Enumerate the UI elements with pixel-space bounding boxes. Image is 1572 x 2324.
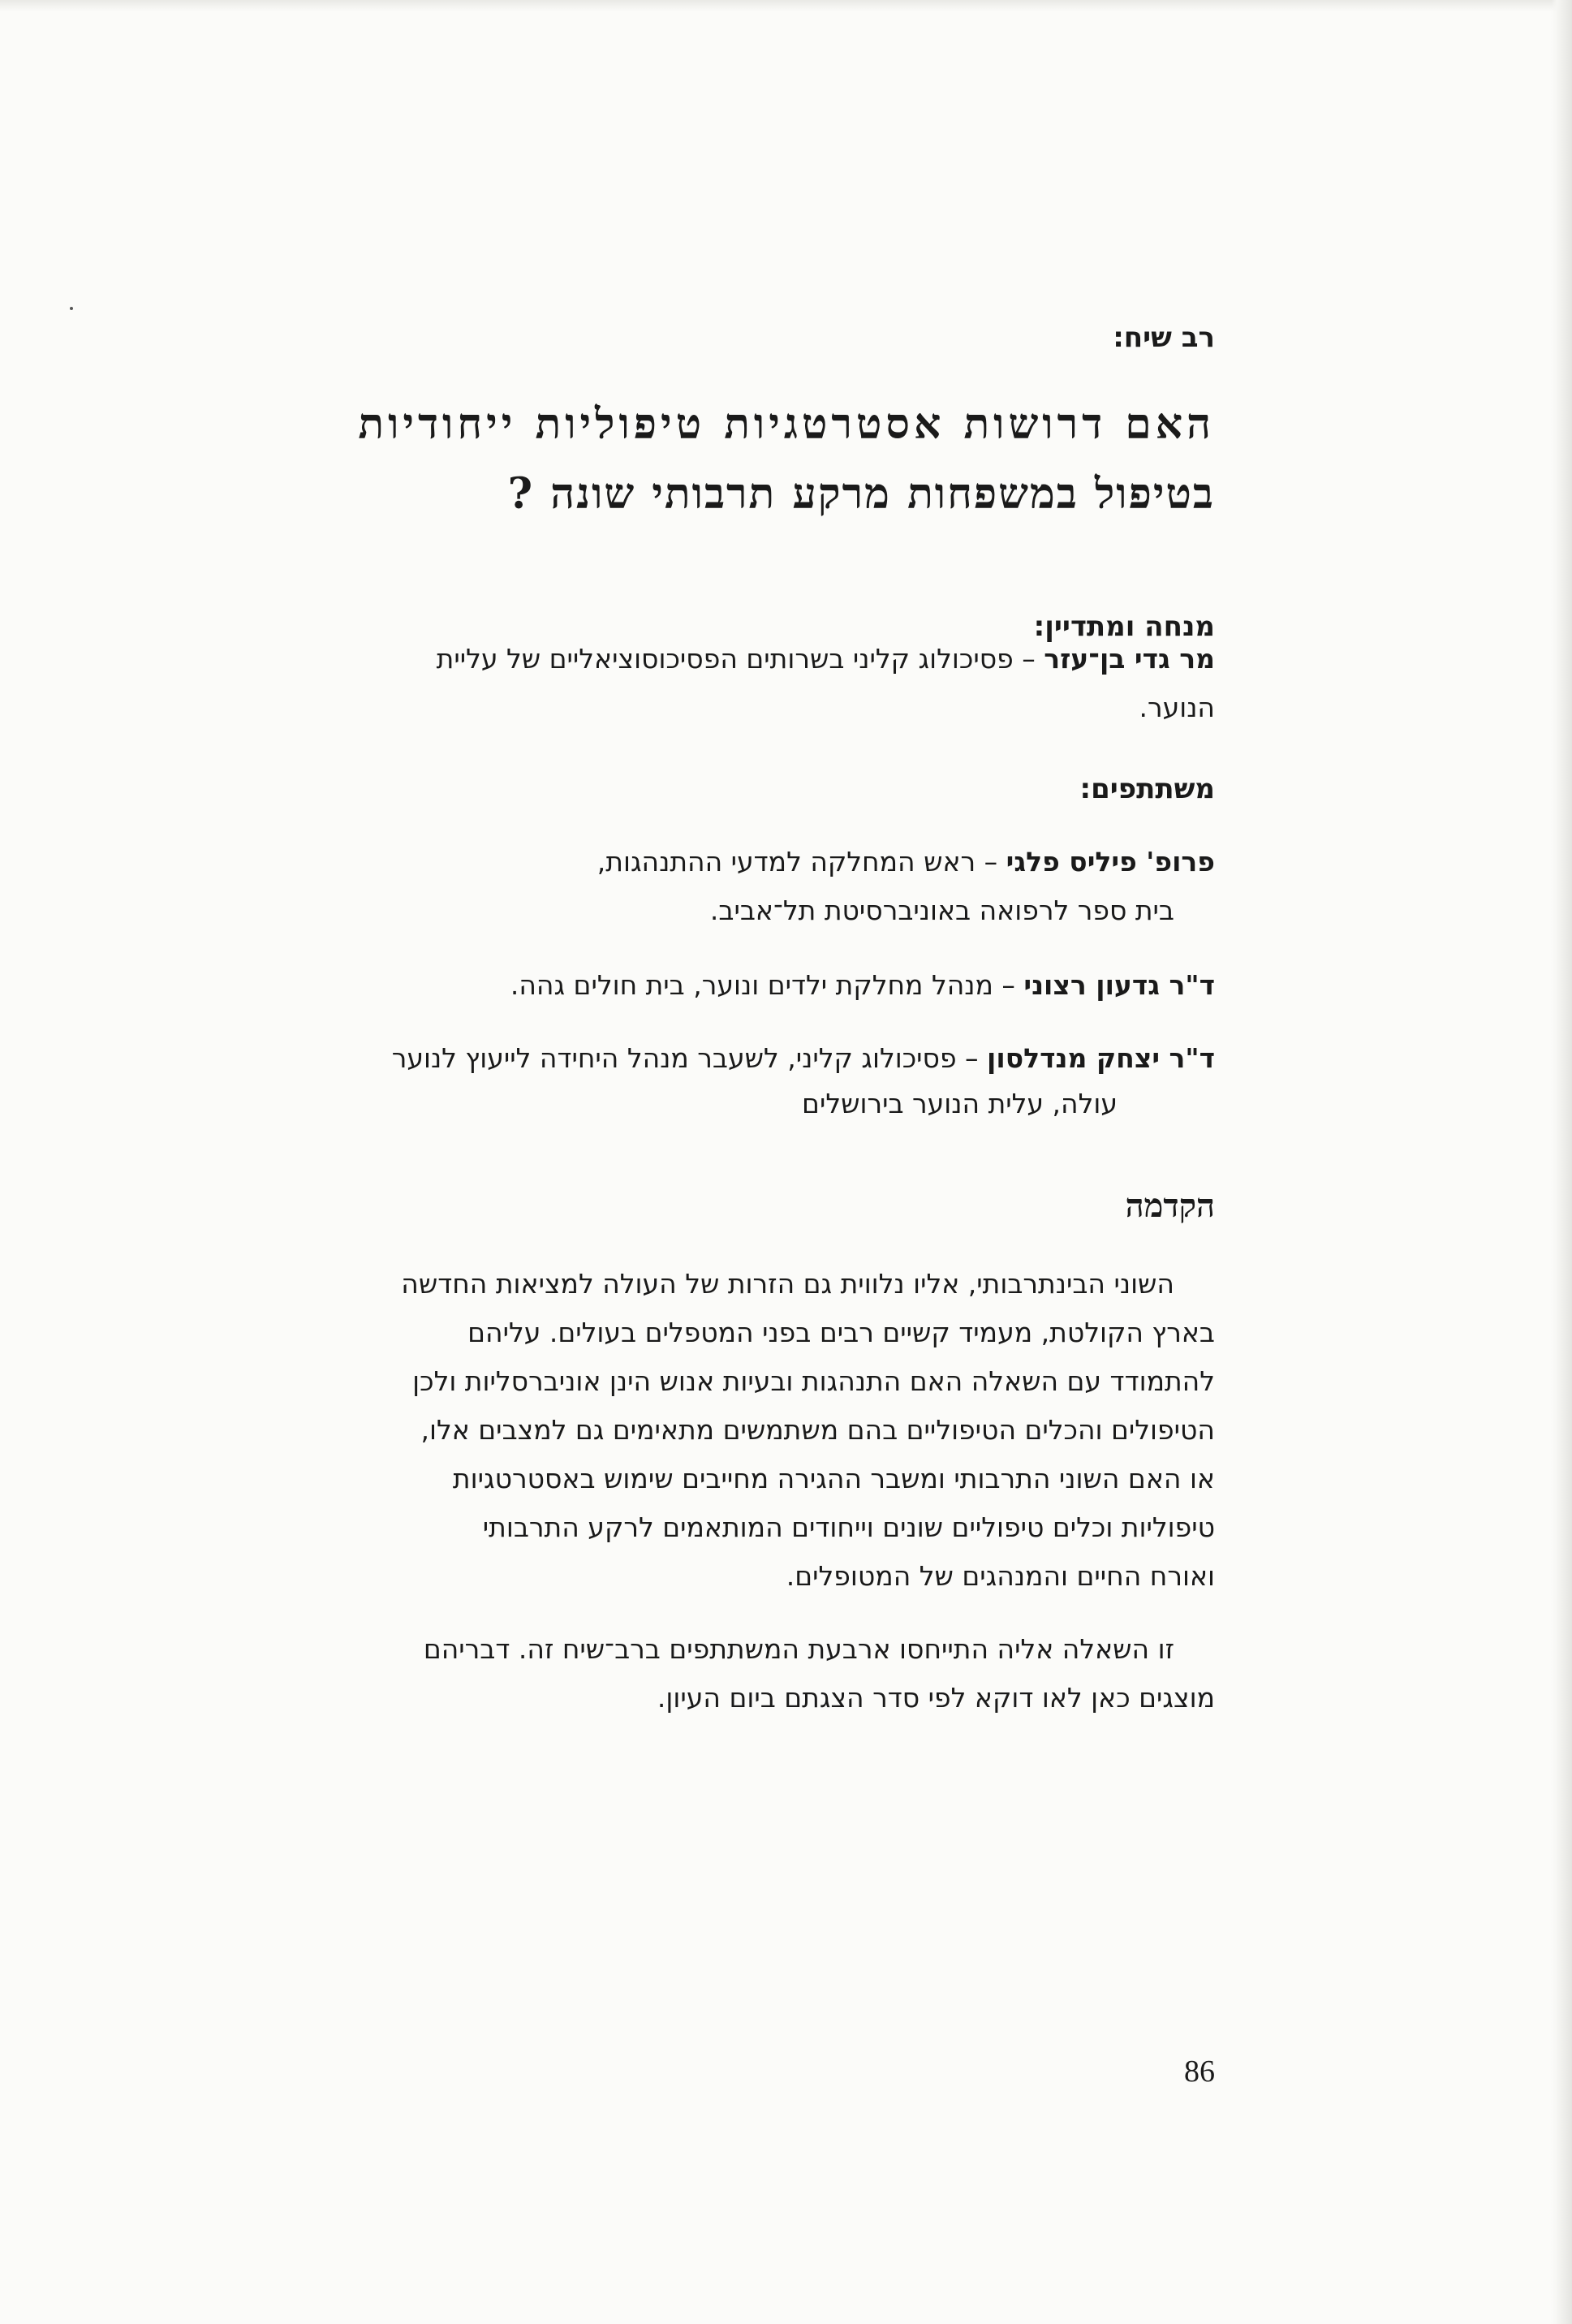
participant-1-name: פרופ' פיליס פלגי [1006, 846, 1215, 877]
intro-p2-line-1: זו השאלה אליה התייחסו ארבעת המשתתפים ברב־שיח זה. דבריהם [423, 1633, 1174, 1665]
moderator-line-2: הנוער. [1139, 692, 1215, 723]
participant-1-line-1 [597, 846, 1215, 877]
participant-2-desc: – מנהל מחלקת ילדים ונוער, בית חולים גהה. [510, 969, 1024, 1001]
session-label: רב שיח: [1113, 321, 1215, 354]
intro-heading: הקדמה [1125, 1187, 1215, 1225]
participant-3-name: ד"ר יצחק מנדלסון [987, 1042, 1215, 1074]
moderator-label: מנחה ומתדיין: [1033, 610, 1215, 643]
participant-3-desc: – פסיכולוג קליני, לשעבר מנהל היחידה לייעוץ לנוער [391, 1042, 988, 1074]
participant-2-name: ד"ר גדעון רצוני [1023, 969, 1215, 1001]
intro-p1-line-1: השוני הבינתרבותי, אליו נלווית גם הזרות של העולה למציאות החדשה [401, 1268, 1174, 1300]
moderator-line-1 [437, 643, 1215, 675]
intro-p1-line-3: להתמודד עם השאלה האם התנהגות ובעיות אנוש הינן אוניברסליות ולכן [412, 1365, 1215, 1397]
participant-2-line-1 [510, 969, 1215, 1001]
participant-1-line-2: בית ספר לרפואה באוניברסיטת תל־אביב. [709, 895, 1174, 926]
participants-label: משתתפים: [1079, 773, 1215, 805]
intro-p2-line-2: מוצגים כאן לאו דוקא לפי סדר הצגתם ביום העיון. [657, 1682, 1215, 1714]
intro-p1-line-5: או האם השוני התרבותי ומשבר ההגירה מחייבים שימוש באסטרטגיות [452, 1463, 1215, 1494]
intro-p1-line-2: בארץ הקולטת, מעמיד קשיים רבים בפני המטפלים בעולים. עליהם [467, 1317, 1215, 1348]
title-line-2: בטיפול במשפחות מרקע תרבותי שונה ? [507, 469, 1215, 519]
intro-p1-line-7: ואורח החיים והמנהגים של המטופלים. [786, 1560, 1215, 1592]
title-line-1: האם דרושות אסטרטגיות טיפוליות ייחודיות [358, 399, 1215, 449]
moderator-name: מר גדי בן־עזר [1044, 643, 1215, 675]
participant-1-desc: – ראש המחלקה למדעי ההתנהגות, [596, 846, 1006, 877]
intro-p1-line-4: הטיפולים והכלים הטיפוליים בהם משתמשים מתאימים גם למצבים אלו, [420, 1414, 1215, 1446]
participant-3-line-1 [392, 1042, 1215, 1074]
participant-3-line-2: עולה, עלית הנוער בירושלים [802, 1088, 1118, 1119]
page-number: 86 [1184, 2055, 1215, 2089]
intro-p1-line-6: טיפוליות וכלים טיפוליים שונים וייחודים המותאמים לרקע התרבותי [482, 1511, 1215, 1543]
moderator-desc: – פסיכולוג קליני בשרותים הפסיכוסוציאליים של עליית [436, 643, 1044, 675]
